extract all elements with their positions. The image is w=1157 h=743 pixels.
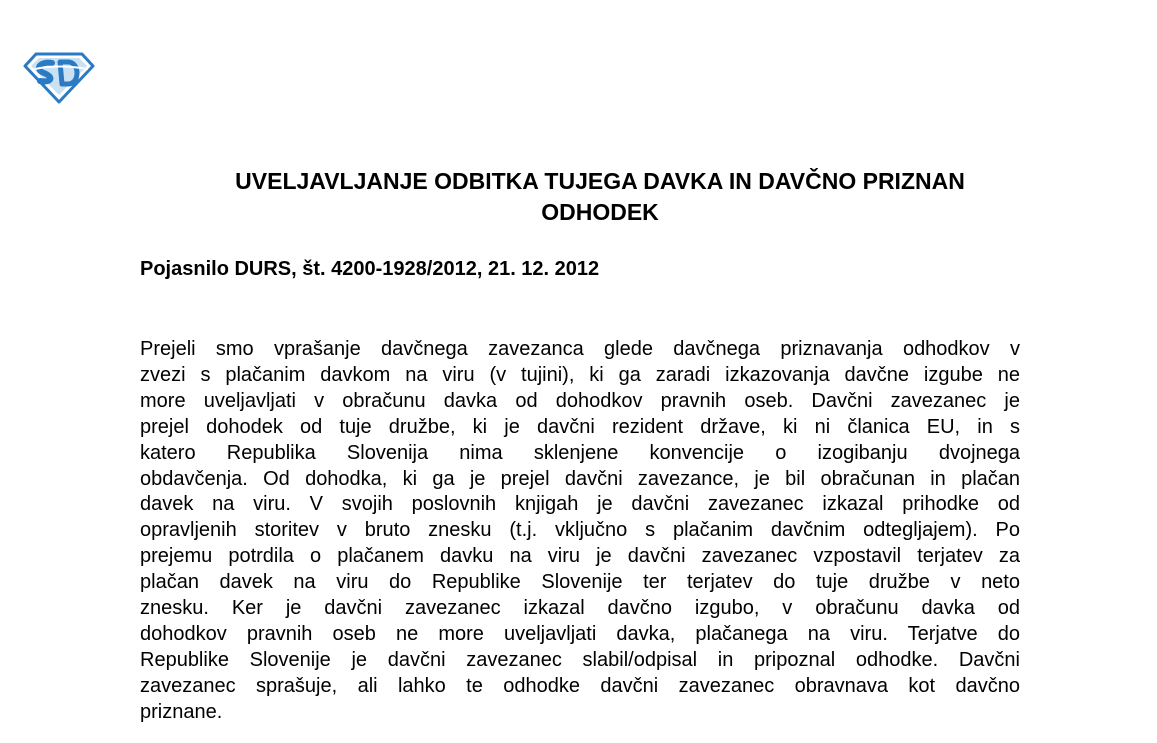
paragraph-line: plačan davek na viru do Republike Slovenije ter terjatev do tuje družbe v neto	[140, 571, 1020, 594]
paragraph-line: Republike Slovenije je davčni zavezanec slabil/odpisal in pripoznal odhodke. Davčni	[140, 648, 1020, 671]
paragraph-line: dohodkov pravnih oseb ne more uveljavljati davka, plačanega na viru. Terjatve do	[140, 622, 1020, 645]
paragraph-line: opravljenih storitev v bruto znesku (t.j. vključno s plačanim davčnim odtegljajem). Po	[140, 519, 1020, 542]
paragraph-line: katero Republika Slovenija nima sklenjene konvencije o izogibanju dvojnega	[140, 441, 1020, 464]
paragraph-line: davek na viru. V svojih poslovnih knjigah je davčni zavezanec izkazal prihodke od	[140, 493, 1020, 516]
document-subtitle: Pojasnilo DURS, št. 4200-1928/2012, 21. 12. 2012	[140, 258, 600, 280]
document-title	[100, 166, 1100, 228]
paragraph-line: zvezi s plačanim davkom na viru (v tujini), ki ga zaradi izkazovanja davčne izgube ne	[140, 363, 1020, 386]
document-title-line: UVELJAVLJANJE ODBITKA TUJEGA DAVKA IN DAVČNO PRIZNAN	[235, 168, 965, 194]
paragraph-line: priznane.	[140, 700, 223, 723]
paragraph-line: znesku. Ker je davčni zavezanec izkazal davčno izgubo, v obračunu davka od	[140, 597, 1020, 620]
paragraph-line: zavezanec sprašuje, ali lahko te odhodke davčni zavezanec obravnava kot davčno	[140, 674, 1020, 697]
paragraph-line: more uveljavljati v obračunu davka od dohodkov pravnih oseb. Davčni zavezanec je	[140, 389, 1020, 412]
sd-shield-logo-icon	[22, 50, 96, 104]
document-body-paragraph	[140, 337, 1020, 726]
document-title-line: ODHODEK	[541, 199, 659, 225]
paragraph-line: prejel dohodek od tuje družbe, ki je davčni rezident države, ki ni članica EU, in s	[140, 415, 1020, 438]
paragraph-line: prejemu potrdila o plačanem davku na viru je davčni zavezanec vzpostavil terjatev za	[140, 545, 1020, 568]
paragraph-line: obdavčenja. Od dohodka, ki ga je prejel davčni zavezance, je bil obračunan in plačan	[140, 467, 1020, 490]
paragraph-line: Prejeli smo vprašanje davčnega zavezanca glede davčnega priznavanja odhodkov v	[140, 338, 1020, 360]
